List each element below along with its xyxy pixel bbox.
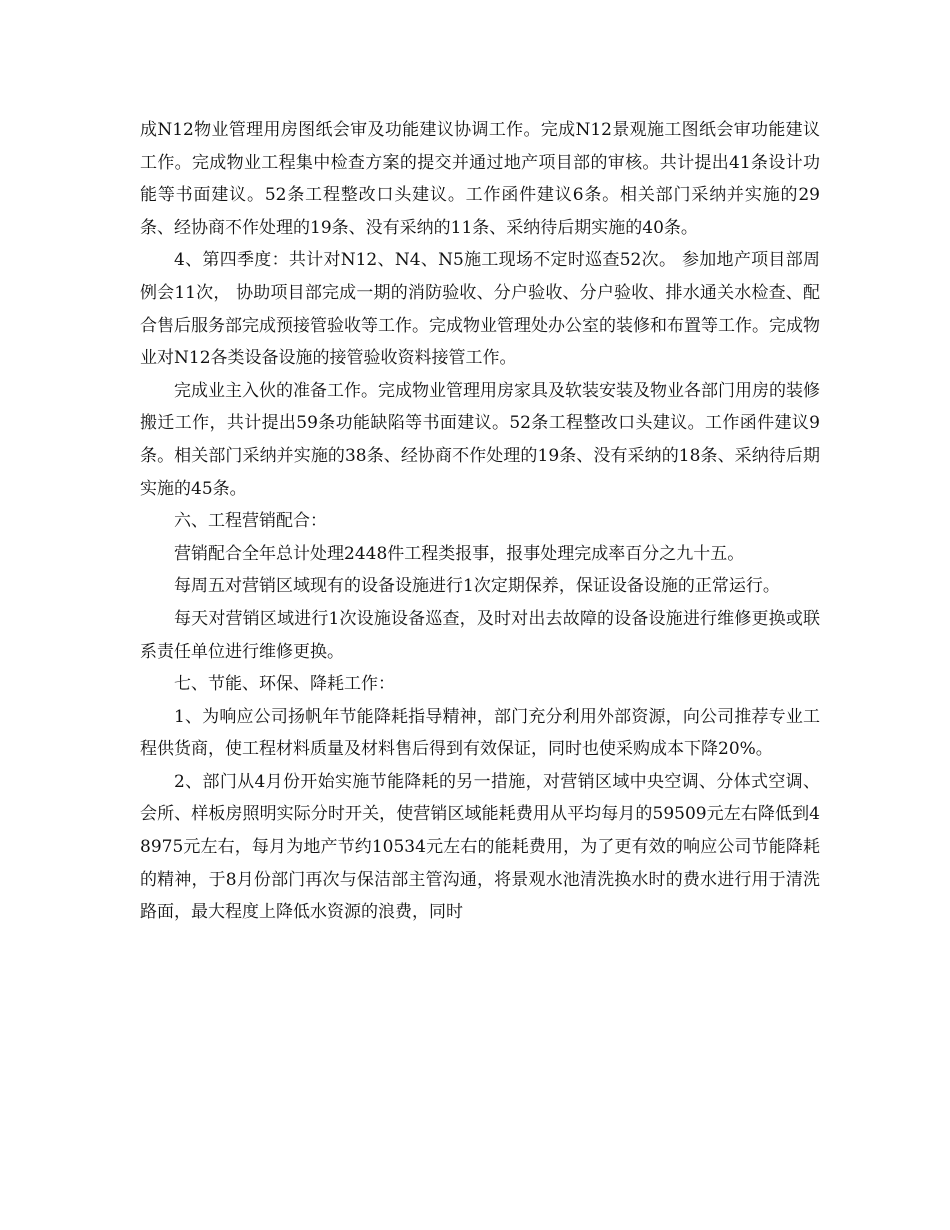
- section-heading-marketing: 六、工程营销配合：: [174, 511, 327, 532]
- document-body: [140, 114, 820, 929]
- paragraph-6: 每周五对营销区域现有的设备设施进行1次定期保养，保证设备设施的正常运行。: [174, 576, 780, 597]
- paragraph-9: 1、为响应公司扬帆年节能降耗指导精神，部门充分利用外部资源，向公司推荐专业工程供货商，使工程材料质量及材料售后得到有效保证，同时也使采购成本下降20%。: [140, 706, 820, 760]
- paragraph-1: 成N12物业管理用房图纸会审及功能建议协调工作。完成N12景观施工图纸会审功能建议工作。完成物业工程集中检查方案的提交并通过地产项目部的审核。共计提出41条设计功能等书面建议。52条工程整改口头建议。工作函件建议6条。相关部门采纳并实施的29条、经协商不作处理的19条、没有采纳的11条、采纳待后期实施的40条。: [140, 120, 820, 238]
- paragraph-10: 2、部门从4月份开始实施节能降耗的另一措施，对营销区域中央空调、分体式空调、会所、样板房照明实际分时开关，使营销区域能耗费用从平均每月的59509元左右降低到48975元左右，每月为地产节约10534元左右的能耗费用，为了更有效的响应公司节能降耗的精神，于8月份部门再次与保洁部主管沟通，将景观水池清洗换水时的费水进行用于清洗路面，最大程度上降低水资源的浪费，同时: [140, 771, 820, 923]
- paragraph-3: 完成业主入伙的准备工作。完成物业管理用房家具及软装安装及物业各部门用房的装修搬迁工作，共计提出59条功能缺陷等书面建议。52条工程整改口头建议。工作函件建议9条。相关部门采纳并实施的38条、经协商不作处理的19条、没有采纳的18条、采纳待后期实施的45条。: [140, 380, 820, 499]
- paragraph-5: 营销配合全年总计处理2448件工程类报事，报事处理完成率百分之九十五。: [174, 543, 745, 564]
- paragraph-7: 每天对营销区域进行1次设施设备巡查，及时对出去故障的设备设施进行维修更换或联系责任单位进行维修更换。: [140, 608, 820, 662]
- section-heading-energy: 七、节能、环保、降耗工作：: [174, 674, 395, 695]
- paragraph-2: 4、第四季度：共计对N12、N4、N5施工现场不定时巡查52次。 参加地产项目部周例会11次， 协助项目部完成一期的消防验收、分户验收、分户验收、排水通关水检查、配合售后服务部完成预接管验收等工作。完成物业管理处办公室的装修和布置等工作。完成物业对N12各类设备设施的接管验收资料接管工作。: [140, 250, 820, 369]
